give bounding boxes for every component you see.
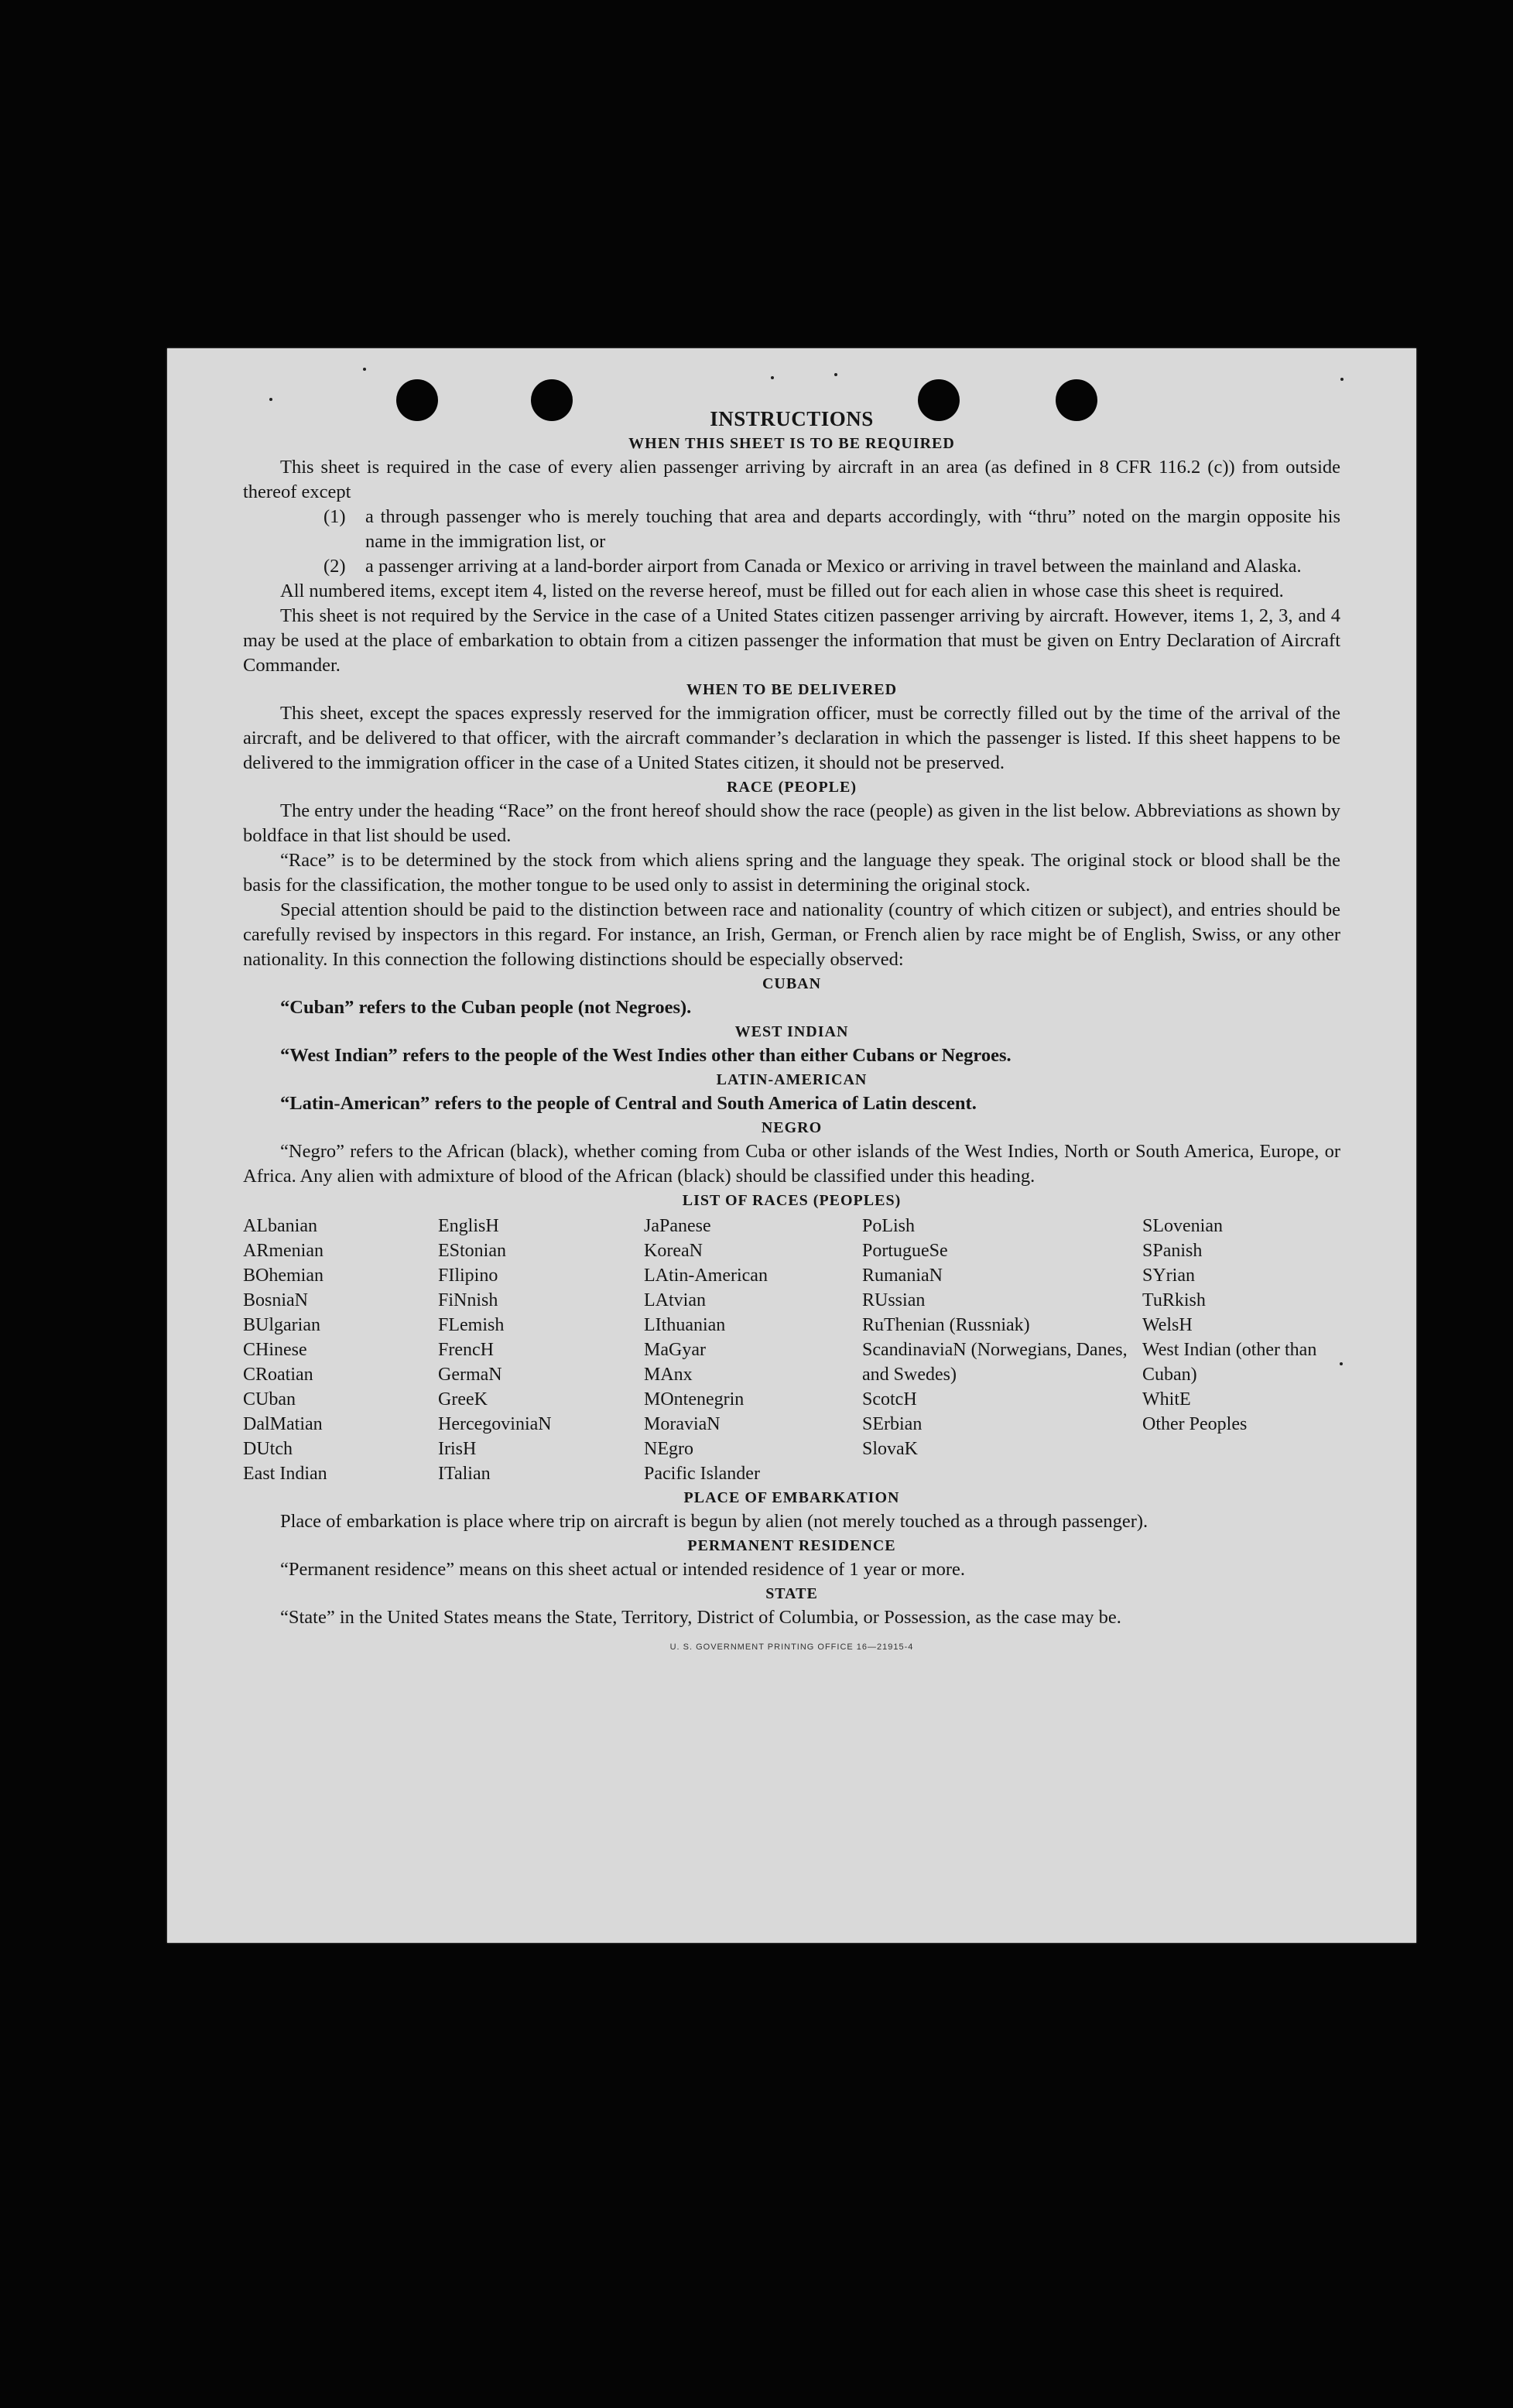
race-column	[1142, 1214, 1340, 1486]
race-entry: BOhemian	[243, 1266, 323, 1286]
list-item	[243, 505, 1340, 554]
race-entry: LIthuanian	[644, 1315, 726, 1335]
race-column	[243, 1214, 438, 1486]
section-heading: WEST INDIAN	[734, 1023, 849, 1040]
race-entry: KoreaN	[644, 1241, 703, 1261]
race-entry: ScotcH	[862, 1389, 917, 1410]
race-entry: TuRkish	[1142, 1290, 1206, 1310]
race-entry: Other Peoples	[1142, 1414, 1248, 1434]
race-entry: SErbian	[862, 1414, 923, 1434]
race-entry: RumaniaN	[862, 1266, 943, 1286]
race-entry: CHinese	[243, 1340, 307, 1360]
item-text: a passenger arriving at a land-border airport from Canada or Mexico or arriving in travel between the mainland and Alaska.	[365, 556, 1302, 577]
section-heading: WHEN THIS SHEET IS TO BE REQUIRED	[628, 435, 955, 452]
list-item	[243, 554, 1340, 579]
race-entry: BosniaN	[243, 1290, 308, 1310]
item-number: (1)	[323, 506, 346, 527]
race-entry: GermaN	[438, 1365, 502, 1385]
race-entry: CUban	[243, 1389, 296, 1410]
race-entry: MOntenegrin	[644, 1389, 745, 1410]
race-entry: MaGyar	[644, 1340, 706, 1360]
race-entry: DUtch	[243, 1439, 293, 1459]
section-heading: WHEN TO BE DELIVERED	[686, 681, 898, 698]
race-entry: East Indian	[243, 1464, 327, 1484]
printer-imprint: U. S. GOVERNMENT PRINTING OFFICE 16—21915-4	[669, 1642, 914, 1652]
race-entry: SlovaK	[862, 1439, 918, 1459]
race-entry: FiNnish	[438, 1290, 498, 1310]
speck	[269, 398, 272, 401]
paragraph: “Cuban” refers to the Cuban people (not Negroes).	[280, 997, 692, 1018]
speck	[834, 373, 837, 376]
race-entry: LAtvian	[644, 1290, 706, 1310]
race-entry: ScandinaviaN (Norwegians, Danes, and Swedes)	[862, 1340, 1128, 1385]
race-entry: FrencH	[438, 1340, 494, 1360]
section-heading: NEGRO	[761, 1119, 823, 1136]
page-title: INSTRUCTIONS	[710, 407, 874, 430]
race-column	[644, 1214, 862, 1486]
paragraph: “Permanent residence” means on this sheet actual or intended residence of 1 year or more.	[280, 1559, 966, 1580]
race-entry: LAtin-American	[644, 1266, 768, 1286]
speck	[363, 368, 366, 371]
race-entry: ITalian	[438, 1464, 491, 1484]
race-entry: Pacific Islander	[644, 1464, 760, 1484]
section-heading: LATIN-AMERICAN	[716, 1071, 868, 1088]
race-entry: West Indian (other than Cuban)	[1142, 1340, 1317, 1385]
race-entry: MAnx	[644, 1365, 693, 1385]
exception-list	[243, 505, 1340, 579]
race-entry: WelsH	[1142, 1315, 1193, 1335]
section-heading: CUBAN	[762, 975, 822, 992]
race-entry: MoraviaN	[644, 1414, 721, 1434]
race-entry: SYrian	[1142, 1266, 1195, 1286]
race-entry: FLemish	[438, 1315, 505, 1335]
item-text: a through passenger who is merely touching that area and departs accordingly, with “thru” noted on the margin opposite his name in the immigration list, or	[365, 506, 1340, 552]
race-entry: PortugueSe	[862, 1241, 948, 1261]
speck	[1340, 378, 1344, 381]
race-entry: PoLish	[862, 1216, 916, 1236]
race-entry: EStonian	[438, 1241, 506, 1261]
race-entry: DalMatian	[243, 1414, 323, 1434]
race-entry: RuThenian (Russniak)	[862, 1315, 1030, 1335]
race-entry: EnglisH	[438, 1216, 499, 1236]
speck	[771, 376, 774, 379]
paragraph: This sheet is required in the case of every alien passenger arriving by aircraft in an area (as defined in 8 CFR 116.2 (c)) from outside thereof except	[243, 457, 1340, 502]
document-sheet	[167, 348, 1416, 1943]
instructions-content	[243, 406, 1340, 1660]
race-entry: ALbanian	[243, 1216, 317, 1236]
paragraph: “Latin-American” refers to the people of Central and South America of Latin descent.	[280, 1093, 977, 1114]
race-entry: NEgro	[644, 1439, 693, 1459]
paragraph: “Negro” refers to the African (black), whether coming from Cuba or other islands of the West Indies, North or South America, Europe, or Africa. Any alien with admixture of blood of the African (black) should be classified under this heading.	[243, 1141, 1340, 1187]
item-number: (2)	[323, 556, 346, 577]
race-entry: RUssian	[862, 1290, 926, 1310]
race-column	[862, 1214, 1142, 1486]
race-entry: JaPanese	[644, 1216, 711, 1236]
race-entry: HercegoviniaN	[438, 1414, 552, 1434]
race-entry: WhitE	[1142, 1389, 1191, 1410]
race-entry: IrisH	[438, 1439, 477, 1459]
race-entry: BUlgarian	[243, 1315, 320, 1335]
paragraph: “Race” is to be determined by the stock from which aliens spring and the language they speak. The original stock or blood shall be the basis for the classification, the mother tongue to be used only to assist in determining the original stock.	[243, 850, 1340, 896]
section-heading: LIST OF RACES (PEOPLES)	[682, 1192, 902, 1209]
race-entry: ARmenian	[243, 1241, 323, 1261]
race-entry: CRoatian	[243, 1365, 313, 1385]
paragraph: Special attention should be paid to the distinction between race and nationality (country of which citizen or subject), and entries should be carefully revised by inspectors in this regard. For instance, an Irish, German, or French alien by race might be of English, Swiss, or any other nationality. In this connection the following distinctions should be especially observed:	[243, 899, 1340, 970]
paragraph: This sheet, except the spaces expressly reserved for the immigration officer, must be correctly filled out by the time of the arrival of the aircraft, and be delivered to that officer, with the aircraft commander’s declaration in which the passenger is listed. If this sheet happens to be delivered to the immigration officer in the case of a United States citizen, it should not be preserved.	[243, 703, 1340, 773]
section-heading: PERMANENT RESIDENCE	[687, 1537, 896, 1554]
race-entry: SLovenian	[1142, 1216, 1223, 1236]
race-entry: GreeK	[438, 1389, 488, 1410]
race-list	[243, 1214, 1340, 1486]
section-heading: STATE	[765, 1585, 818, 1602]
paragraph: This sheet is not required by the Service in the case of a United States citizen passenger arriving by aircraft. However, items 1, 2, 3, and 4 may be used at the place of embarkation to obtain from a citizen passenger the information that must be given on Entry Declaration of Aircraft Commander.	[243, 605, 1340, 676]
paragraph: The entry under the heading “Race” on the front hereof should show the race (people) as given in the list below. Abbreviations as shown by boldface in that list should be used.	[243, 800, 1340, 846]
race-entry: SPanish	[1142, 1241, 1203, 1261]
race-entry: FIlipino	[438, 1266, 498, 1286]
race-column	[438, 1214, 644, 1486]
paragraph: “State” in the United States means the State, Territory, District of Columbia, or Possession, as the case may be.	[280, 1607, 1121, 1628]
section-heading: RACE (PEOPLE)	[727, 779, 857, 796]
section-heading: PLACE OF EMBARKATION	[683, 1489, 900, 1506]
paragraph: “West Indian” refers to the people of the West Indies other than either Cubans or Negroes.	[280, 1045, 1012, 1066]
paragraph: Place of embarkation is place where trip on aircraft is begun by alien (not merely touched as a through passenger).	[280, 1511, 1148, 1532]
paragraph: All numbered items, except item 4, listed on the reverse hereof, must be filled out for each alien in whose case this sheet is required.	[280, 581, 1284, 601]
